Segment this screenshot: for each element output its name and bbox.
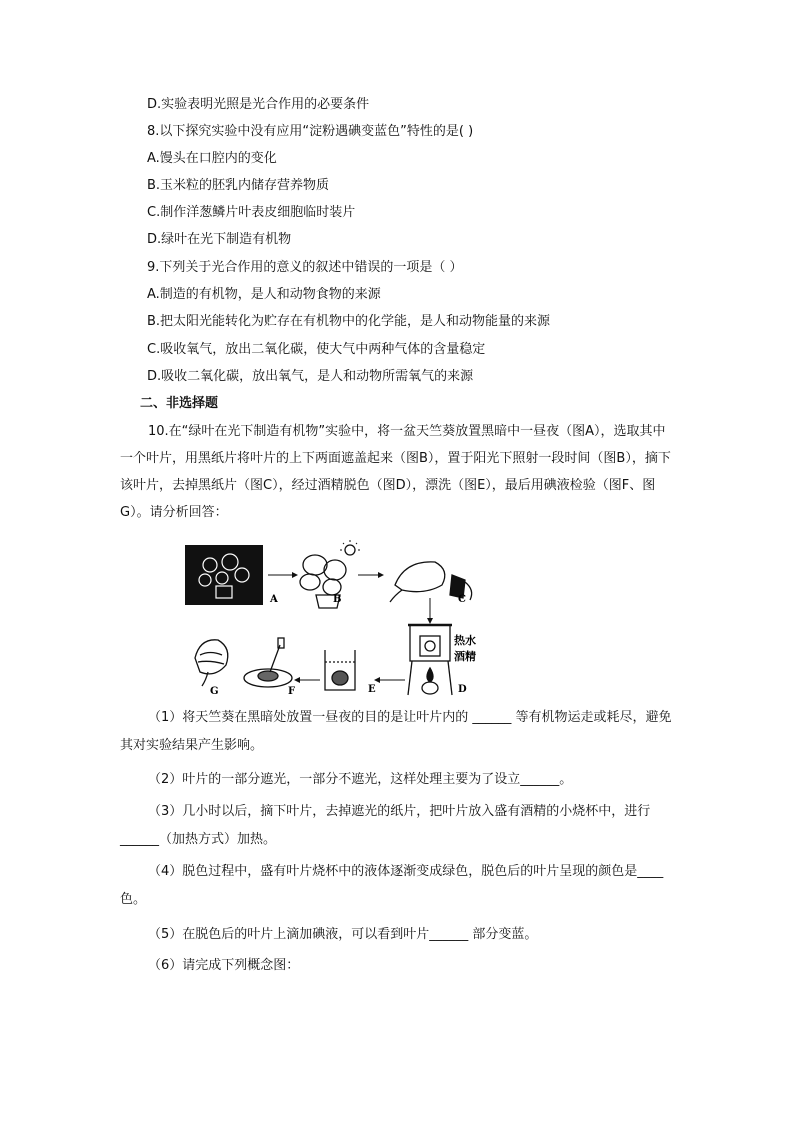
figure-label-f: F [288, 686, 296, 697]
q8-option-d: D.绿叶在光下制造有机物 [147, 232, 292, 247]
q10-sub1-text: （1）将天竺葵在黑暗处放置一昼夜的目的是让叶片内的 ______ 等有机物运走或耗尽，避免其对实验结果产生影响。 [120, 710, 672, 753]
q10-sub3 [120, 798, 675, 854]
q9-option-a: A.制造的有机物，是人和动物食物的来源 [147, 287, 381, 302]
q10-sub4 [120, 858, 675, 914]
q8-stem: 8.以下探究实验中没有应用“淀粉遇碘变蓝色”特性的是( ) [147, 124, 474, 139]
figure-b-plant-sunlight [300, 540, 360, 608]
q7-option-d: D.实验表明光照是光合作用的必要条件 [147, 97, 370, 112]
figure-text-hot-water: 热水 [454, 634, 476, 647]
q9-option-c: C.吸收氧气，放出二氧化碳，使大气中两种气体的含量稳定 [147, 342, 486, 357]
q10-sub2 [120, 766, 675, 794]
q10-stem [120, 418, 675, 526]
q10-sub1 [120, 704, 675, 760]
q10-sub3-text: （3）几小时以后，摘下叶片，去掉遮光的纸片，把叶片放入盛有酒精的小烧杯中，进行______（加热方式）加热。 [120, 804, 651, 847]
q10-sub6 [120, 952, 675, 980]
q9-option-b: B.把太阳光能转化为贮存在有机物中的化学能，是人和动物能量的来源 [147, 314, 551, 329]
q10-sub5-text: （5）在脱色后的叶片上滴加碘液，可以看到叶片______ 部分变蓝。 [148, 927, 538, 942]
figure-label-d: D [458, 684, 467, 695]
figure-d-water-bath [408, 625, 452, 695]
experiment-figure [180, 540, 480, 700]
q10-sub6-text: （6）请完成下列概念图： [148, 958, 300, 973]
figure-label-g: G [210, 686, 219, 697]
figure-g-stained-leaf [195, 640, 228, 686]
figure-label-e: E [368, 684, 376, 695]
q9-option-d: D.吸收二氧化碳，放出氧气，是人和动物所需氧气的来源 [147, 369, 474, 384]
q10-sub4-text: （4）脱色过程中，盛有叶片烧杯中的液体逐渐变成绿色，脱色后的叶片呈现的颜色是____ 色。 [120, 864, 664, 907]
figure-text-alcohol: 酒精 [454, 650, 476, 663]
q9-stem: 9.下列关于光合作用的意义的叙述中错误的一项是（ ） [147, 260, 463, 275]
q10-stem-text: 10.在“绿叶在光下制造有机物”实验中，将一盆天竺葵放置黑暗中一昼夜（图A），选取其中一个叶片，用黑纸片将叶片的上下两面遮盖起来（图B），置于阳光下照射一段时间（图B），摘下该叶片，去掉黑纸片（图C），经过酒精脱色（图D），漂洗（图E），最后用碘液检验（图F、图G）。请分析回答： [120, 424, 671, 520]
figure-a-dark-plant [185, 545, 263, 605]
figure-label-a: A [270, 594, 278, 605]
q8-option-a: A.馒头在口腔内的变化 [147, 151, 277, 166]
section-heading: 二、非选择题 [140, 396, 219, 411]
q10-sub2-text: （2）叶片的一部分遮光，一部分不遮光，这样处理主要为了设立______。 [148, 772, 573, 787]
q8-option-c: C.制作洋葱鳞片叶表皮细胞临时装片 [147, 205, 356, 220]
figure-f-iodine-dropper [244, 638, 292, 687]
figure-label-c: C [458, 594, 466, 605]
figure-e-beaker-rinse [325, 650, 355, 690]
q8-option-b: B.玉米粒的胚乳内储存营养物质 [147, 178, 330, 193]
q10-sub5 [120, 921, 675, 949]
figure-label-b: B [333, 594, 342, 605]
